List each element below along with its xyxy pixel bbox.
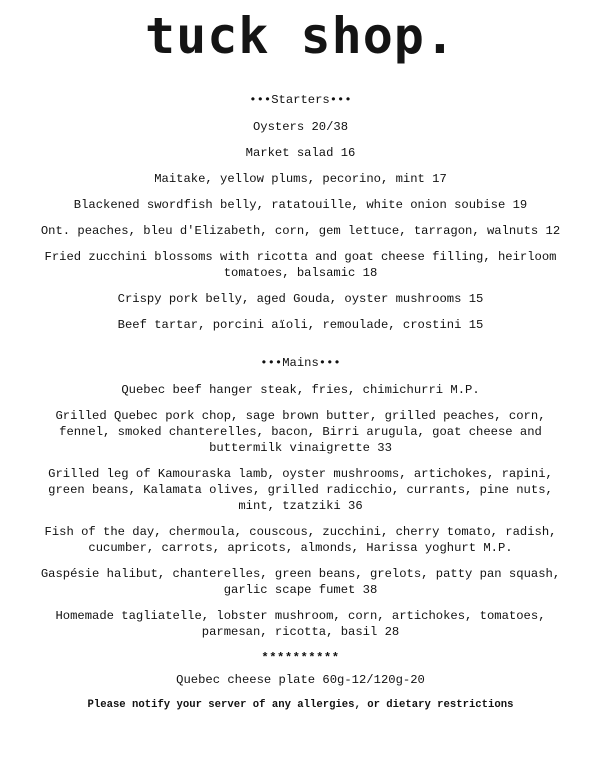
main-item: Fish of the day, chermoula, couscous, zucchini, cherry tomato, radish, cucumber, carrots, apricots, almonds, Harissa yoghurt M.P. [44, 525, 557, 555]
main-item: Gaspésie halibut, chanterelles, green beans, grelots, patty pan squash, garlic scape fumet 38 [40, 567, 561, 597]
allergy-notice: Please notify your server of any allergies, or dietary restrictions [87, 699, 514, 711]
cheese-plate-item: Quebec cheese plate 60g-12/120g-20 [176, 673, 425, 687]
main-item: Grilled leg of Kamouraska lamb, oyster mushrooms, artichokes, rapini, green beans, Kalamata olives, grilled radicchio, currants, pine nuts, mint, tzatziki 36 [48, 467, 553, 513]
starter-item: Crispy pork belly, aged Gouda, oyster mushrooms 15 [117, 292, 484, 306]
starter-item: Market salad 16 [245, 146, 356, 160]
starter-item: Blackened swordfish belly, ratatouille, white onion soubise 19 [73, 198, 528, 212]
menu-body [40, 92, 561, 712]
starter-item: Oysters 20/38 [252, 120, 349, 134]
starters-heading: •••Starters••• [249, 93, 352, 107]
starter-item: Fried zucchini blossoms with ricotta and goat cheese filling, heirloom tomatoes, balsamic 18 [44, 250, 557, 280]
starter-item: Beef tartar, porcini aïoli, remoulade, crostini 15 [117, 318, 484, 332]
main-item: Homemade tagliatelle, lobster mushroom, corn, artichokes, tomatoes, parmesan, ricotta, basil 28 [55, 609, 546, 639]
starter-item: Maitake, yellow plums, pecorino, mint 17 [154, 172, 447, 186]
mains-heading: •••Mains••• [260, 356, 341, 370]
divider-stars: ********** [261, 651, 340, 665]
main-item: Grilled Quebec pork chop, sage brown butter, grilled peaches, corn, fennel, smoked chanterelles, bacon, Birri arugula, goat cheese and buttermilk vinaigrette 33 [55, 409, 546, 455]
section-spacer [40, 343, 561, 355]
starter-item: Ont. peaches, bleu d'Elizabeth, corn, gem lettuce, tarragon, walnuts 12 [40, 224, 561, 238]
restaurant-title: tuck shop. [144, 7, 457, 65]
main-item: Quebec beef hanger steak, fries, chimichurri M.P. [121, 383, 480, 397]
